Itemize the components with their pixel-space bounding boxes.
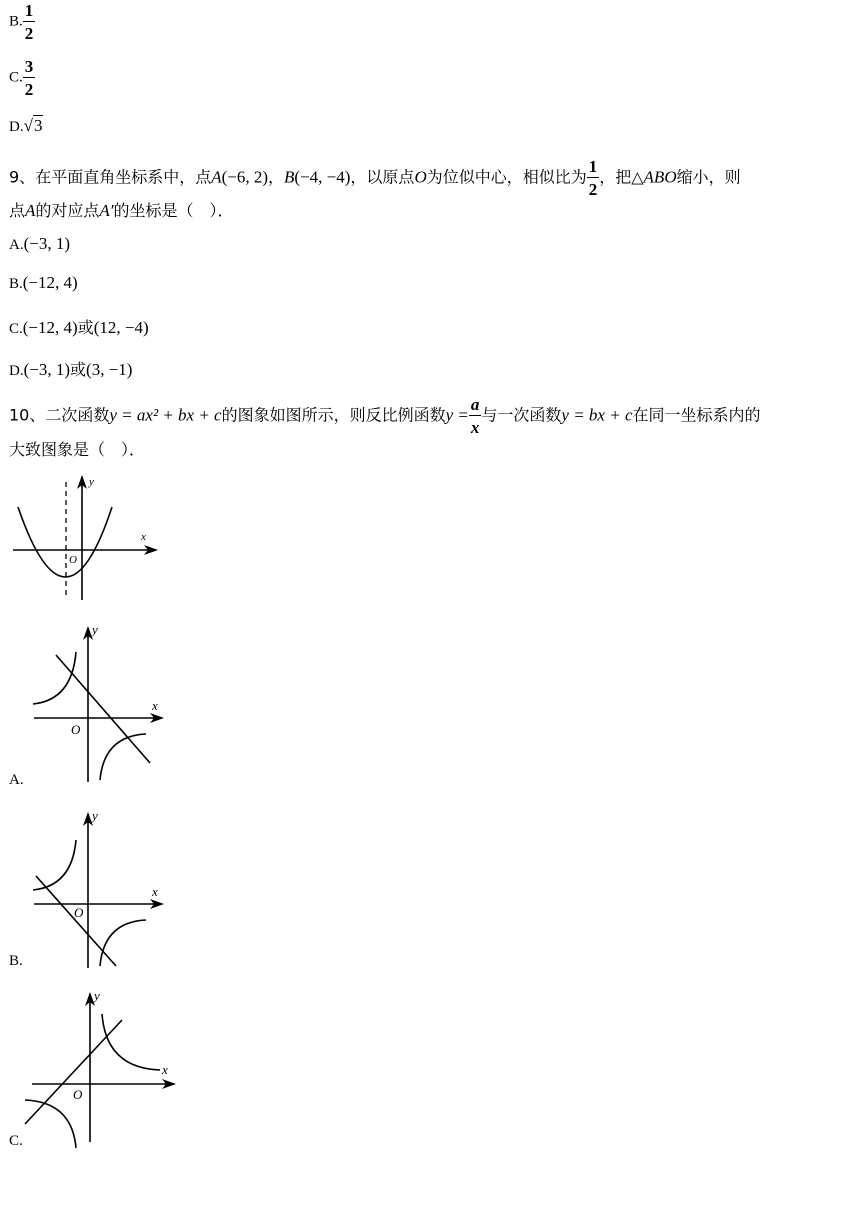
- q9-stem-line2: 点A的对应点A′的坐标是（ ）．: [9, 201, 234, 220]
- hyperbola-branch-upper: [33, 652, 76, 704]
- hyperbola-branch-lower: [100, 920, 146, 966]
- svg-text:O: O: [73, 1087, 83, 1102]
- line-graph: [25, 1020, 122, 1124]
- svg-text:O: O: [74, 905, 84, 920]
- svg-text:y: y: [92, 808, 98, 823]
- origin-label: O: [69, 554, 77, 566]
- q10-stem-line1: 10、二次函数y = ax² + bx + c的图象如图所示，则反比例函数y = $\frac{a}{x}$ 与一次函数y = bx + c在同一坐标系内的: [9, 395, 761, 437]
- svg-text:x: x: [152, 884, 158, 899]
- fraction-a-over-x: $\frac{a}{x}$: [470, 395, 480, 437]
- option-b-label[interactable]: B.: [9, 953, 23, 969]
- question-number: 9、: [9, 167, 36, 187]
- axis-y-label: y: [89, 476, 94, 488]
- q8-option-c[interactable]: [9, 58, 35, 98]
- q9-option-a[interactable]: A.(−3, 1): [9, 234, 71, 253]
- q9-option-b[interactable]: B.(−12, 4): [9, 273, 78, 292]
- svg-text:y: y: [94, 988, 100, 1003]
- svg-text:y: y: [92, 622, 98, 637]
- line-graph: [56, 655, 150, 763]
- option-b-figure[interactable]: [28, 808, 170, 970]
- option-a-label[interactable]: A.: [9, 772, 24, 788]
- hyperbola-branch-upper: [33, 840, 76, 890]
- q9-stem-line1: 9、在平面直角坐标系中，点A(−6, 2)，B(−4, −4)，以原点O为位似中心，相似比为 $\frac{1}{2}$ ，把△ABO缩小，则: [9, 157, 741, 199]
- radicand: 3: [33, 116, 43, 135]
- hyperbola-branch-lower: [25, 1100, 76, 1148]
- q10-stem-line2: 大致图象是（ ）．: [9, 440, 146, 459]
- question-number: 10、: [9, 405, 46, 425]
- hyperbola-branch-lower: [100, 734, 146, 780]
- q9-option-d[interactable]: D.(−3, 1)或(3, −1): [9, 360, 133, 379]
- fraction: $\frac{3}{2}$: [24, 57, 34, 99]
- option-label: C.: [9, 69, 23, 86]
- svg-text:x: x: [162, 1062, 168, 1077]
- option-a-figure[interactable]: [28, 622, 170, 784]
- fraction: $\frac{1}{2}$: [24, 1, 34, 43]
- line-graph: [36, 876, 116, 966]
- option-c-figure[interactable]: [24, 988, 180, 1150]
- q8-option-b[interactable]: [9, 2, 35, 42]
- sqrt-sign: √: [23, 116, 33, 135]
- option-c-label[interactable]: C.: [9, 1133, 23, 1149]
- svg-text:O: O: [71, 722, 81, 737]
- parabola-curve: [18, 507, 112, 577]
- option-label: D.: [9, 119, 24, 135]
- q8-option-d[interactable]: [9, 116, 43, 136]
- svg-text:x: x: [152, 698, 158, 713]
- option-label: B.: [9, 13, 23, 30]
- q9-option-c[interactable]: C.(−12, 4)或(12, −4): [9, 318, 149, 337]
- hyperbola-branch-upper: [102, 1014, 160, 1070]
- parabola-figure: [8, 472, 168, 604]
- ratio-fraction: $\frac{1}{2}$: [588, 157, 598, 199]
- axis-x-label: x: [141, 531, 146, 543]
